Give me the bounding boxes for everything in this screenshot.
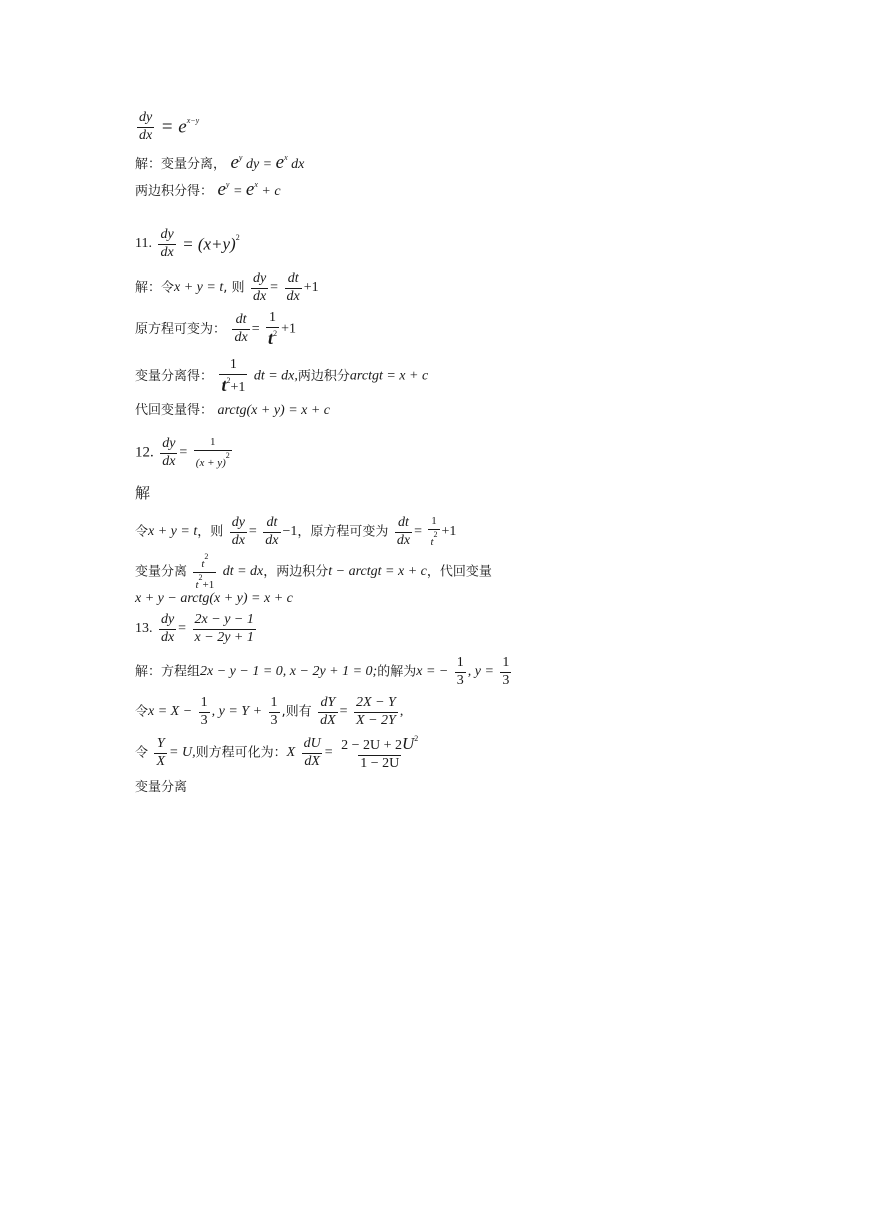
fraction [500, 656, 511, 688]
math: X [286, 745, 296, 761]
denominator: 3 [200, 712, 208, 728]
denominator: t [195, 578, 199, 591]
problem-number: 13. [135, 621, 153, 637]
numerator: 2X − Y [356, 695, 396, 710]
p11-separation [135, 358, 428, 395]
text: ，代回变量 [426, 564, 492, 580]
fraction [154, 737, 167, 769]
denominator: X − 2Y [356, 712, 396, 728]
equals: = [270, 280, 279, 296]
p10-integration [135, 180, 281, 199]
text: 令 [135, 704, 149, 720]
problem-number: 11. [135, 236, 152, 252]
fraction [251, 272, 268, 304]
equals: = [248, 524, 257, 540]
exponent: 2 [204, 552, 209, 561]
numerator: 1 [210, 436, 216, 449]
denominator: x − 2y + 1 [194, 629, 254, 645]
fraction [230, 516, 247, 548]
numerator: 1 [229, 357, 237, 372]
p11-substitution [135, 272, 319, 304]
exponent: y [225, 180, 230, 189]
fraction [193, 553, 216, 591]
math: dt = dx, [253, 368, 298, 384]
math: +1 [202, 578, 215, 591]
math: t − arctgt = x + c [328, 564, 427, 580]
denominator: dX [304, 753, 320, 769]
numerator: dy [139, 110, 153, 125]
math: +1 [281, 321, 296, 337]
math: = U, [169, 745, 196, 761]
math: 2x − y − 1 = 0, x − 2y + 1 = 0; [200, 664, 378, 680]
fraction [232, 313, 249, 345]
p12-line2 [135, 553, 492, 591]
p11-transform [135, 311, 296, 348]
p13-line3 [135, 735, 422, 771]
exponent: x−y [186, 116, 200, 126]
denominator: dx [252, 288, 267, 304]
numerator: 1 [270, 695, 278, 710]
equals: = [251, 321, 260, 337]
exponent: y [238, 153, 243, 162]
numerator: dt [287, 271, 299, 286]
text: 的解为 [377, 664, 417, 680]
math: e [275, 152, 285, 173]
denominator: dx [396, 532, 411, 548]
fraction [219, 358, 247, 395]
numerator: dy [160, 227, 174, 242]
p13-line4: 变量分离 [135, 780, 188, 795]
numerator: t [201, 558, 205, 570]
math: U [402, 734, 415, 753]
denominator: dx [286, 288, 300, 304]
p12-solution-label: 解 [135, 484, 151, 502]
text: ，两边积分 [263, 564, 329, 580]
p12-line1 [135, 516, 456, 548]
fraction [428, 516, 439, 548]
denominator: 3 [270, 712, 278, 728]
denominator: dx [231, 532, 245, 548]
transform-label: 原方程可变为： [135, 321, 227, 337]
numerator: 1 [456, 655, 464, 670]
p13-line2 [135, 696, 403, 728]
numerator: dy [162, 436, 176, 451]
numerator: dy [231, 515, 245, 530]
denominator: dx [234, 329, 248, 345]
denominator: X [156, 753, 166, 769]
fraction [285, 272, 302, 304]
denominator: dx [265, 532, 279, 548]
math: +1 [303, 280, 319, 296]
math: e [230, 152, 239, 173]
math: x + y = t [148, 524, 198, 540]
denominator: dx [162, 453, 176, 469]
fraction [318, 696, 338, 728]
fraction [339, 735, 420, 771]
sub-label: 解：令 [135, 280, 175, 296]
math: x = X − [148, 704, 193, 720]
denominator: t [221, 374, 227, 395]
text: 两边积分 [297, 369, 350, 385]
fraction [159, 613, 176, 645]
math: dy = [242, 157, 276, 172]
math: , y = Y + [211, 704, 263, 720]
p10-separation [135, 153, 304, 172]
fraction [199, 696, 210, 728]
denominator: dx [160, 244, 174, 260]
math: −1 [282, 524, 298, 540]
denominator: dx [139, 127, 153, 143]
problem-number: 12. [135, 444, 154, 461]
numerator: dy [252, 271, 267, 286]
text: 则方程可化为： [195, 745, 287, 761]
exponent: 2 [433, 529, 438, 539]
text: , 则 [223, 280, 245, 296]
math: x = − [416, 664, 449, 680]
fraction [269, 696, 280, 728]
fraction [455, 656, 466, 688]
denominator: (x + y) [195, 456, 226, 469]
numerator: 2 − 2U + 2 [341, 738, 403, 753]
numerator: dt [266, 515, 278, 530]
numerator: dU [303, 736, 321, 751]
numerator: dt [235, 312, 247, 328]
text: ,则有 [281, 704, 312, 720]
p13-equation [135, 613, 258, 645]
exponent: 2 [414, 734, 419, 743]
math: arctgt = x + c [349, 368, 429, 384]
rhs: = (x+y) [182, 234, 236, 254]
numerator: 1 [502, 655, 510, 670]
numerator: 1 [431, 515, 437, 528]
p12-equation [135, 437, 234, 469]
math: , y = [467, 664, 494, 680]
exponent: 2 [226, 375, 231, 385]
math: +1 [230, 379, 246, 395]
fraction [395, 516, 412, 548]
math: dx [287, 157, 305, 172]
numerator: dY [320, 695, 336, 710]
fraction [194, 437, 232, 469]
fraction [193, 613, 256, 645]
equals: = [179, 445, 188, 461]
exponent: x [254, 180, 258, 189]
numerator: Y [156, 736, 165, 751]
denominator: 1 − 2U [360, 755, 400, 771]
rhs: = e [160, 116, 187, 138]
math: + c [257, 184, 281, 199]
equals: = [339, 704, 348, 720]
math: x + y = t [174, 280, 224, 296]
text: 解：方程组 [135, 664, 201, 680]
text: 令 [135, 745, 149, 761]
exponent: x [284, 153, 288, 162]
fraction [263, 516, 280, 548]
exponent: 2 [273, 328, 278, 338]
exponent: 2 [198, 572, 203, 582]
p10-equation [135, 111, 199, 143]
equals: = [414, 524, 422, 540]
numerator: 1 [269, 310, 277, 325]
math: e [245, 179, 255, 200]
text: 变量分离 [135, 564, 188, 580]
math: = [229, 184, 246, 199]
denominator: 3 [502, 672, 510, 688]
equals: = [324, 745, 333, 761]
denominator: 3 [456, 672, 464, 688]
back-label: 代回变量得： [135, 403, 214, 418]
numerator: 2x − y − 1 [194, 612, 254, 627]
p11-back-substitution [135, 403, 330, 418]
separate-label: 变量分离得： [135, 369, 214, 385]
math: +1 [441, 524, 457, 540]
denominator: dx [160, 629, 175, 645]
fraction [266, 311, 279, 348]
numerator: dy [160, 612, 175, 627]
p11-equation [135, 228, 240, 260]
denominator: t [430, 535, 434, 548]
math: e [217, 179, 226, 200]
numerator: 1 [200, 695, 208, 710]
p12-line3: x + y − arctg(x + y) = x + c [135, 591, 293, 606]
exponent: 2 [235, 233, 240, 243]
integrate-label: 两边积分得： [135, 184, 214, 199]
math: arctg(x + y) = x + c [217, 403, 331, 418]
comma: , [399, 704, 404, 720]
numerator: dt [398, 515, 409, 530]
p13-line1 [135, 656, 513, 688]
denominator: t [268, 327, 274, 348]
fraction [354, 696, 398, 728]
text: ，则 [197, 524, 224, 540]
text: ，原方程可变为 [297, 524, 389, 540]
fraction [137, 111, 154, 143]
denominator: dX [320, 712, 336, 728]
equals: = [178, 621, 187, 637]
fraction [302, 737, 323, 769]
fraction [160, 437, 177, 469]
text: 令 [135, 524, 149, 540]
math: dt = dx [222, 564, 264, 580]
exponent: 2 [225, 450, 230, 460]
solution-label: 解：变量分离， [135, 157, 227, 172]
fraction [158, 228, 175, 260]
